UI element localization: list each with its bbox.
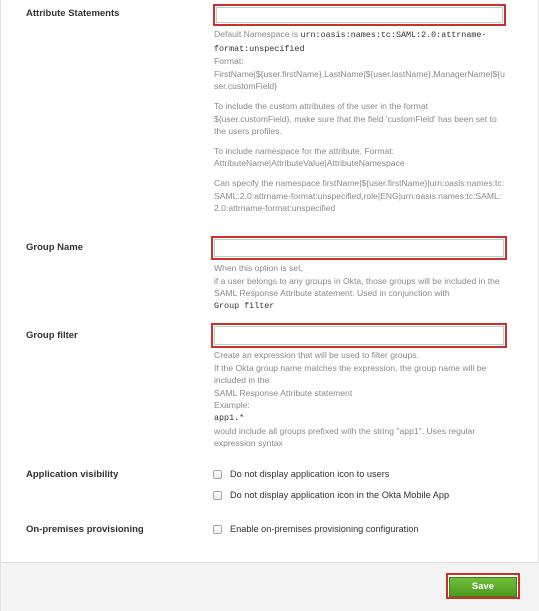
group-filter-field-highlight <box>211 323 507 348</box>
default-namespace-prefix: Default Namespace is <box>214 29 301 39</box>
group-filter-help-line4: would include all groups prefixed with the string "app1". Uses regular expression syntax <box>214 425 476 449</box>
save-button-highlight <box>446 573 520 599</box>
attribute-statements-label: Attribute Statements <box>26 8 120 19</box>
group-filter-help <box>214 349 506 454</box>
hide-icon-users-option[interactable] <box>213 469 389 479</box>
group-name-input[interactable] <box>214 239 504 257</box>
hide-icon-mobile-option[interactable] <box>213 490 449 500</box>
group-name-label: Group Name <box>26 242 84 253</box>
hide-icon-mobile-checkbox[interactable] <box>213 491 222 500</box>
save-button[interactable]: Save <box>449 577 517 597</box>
group-filter-label: Group filter <box>26 330 78 341</box>
on-premises-checkbox[interactable] <box>213 525 222 534</box>
group-filter-example-code: app1.* <box>214 412 245 423</box>
on-premises-option[interactable] <box>213 524 418 534</box>
specify-namespace-note: Can specify the namespace firstName|${user.firstName}|urn:oasis:names:tc:SAML:2.0:attrname-format:unspecified,role|ENG|urn:oasis:names:tc:SAML:2.0:attrname-format:unspecified <box>214 177 505 214</box>
hide-icon-mobile-label: Do not display application icon in the Okta Mobile App <box>230 490 450 500</box>
attribute-statements-input[interactable] <box>216 7 503 23</box>
on-premises-option-label: Enable on-premises provisioning configuration <box>230 524 419 534</box>
group-filter-code: Group filter <box>214 300 275 311</box>
group-name-help-line1: When this option is set, <box>214 263 303 273</box>
format-label: Format: <box>214 56 244 67</box>
namespace-note: To include namespace for the attribute, Format: AttributeName|AttributeValue|AttributeNamespace <box>214 145 405 169</box>
group-filter-input[interactable] <box>214 326 504 345</box>
format-value: FirstName|${user.firstName},LastName|${user.lastName},ManagerName|${user.customField} <box>214 68 505 92</box>
group-name-help-line2: if a user belongs to any groups in Okta, those groups will be included in the SAML Response Attribute statement. Used in conjunction with <box>214 275 500 299</box>
application-visibility-label: Application visibility <box>26 469 119 480</box>
on-premises-label: On-premises provisioning <box>26 524 144 535</box>
group-name-field-highlight <box>211 236 507 260</box>
group-filter-help-line1: Create an expression that will be used to filter groups. <box>214 350 419 360</box>
group-name-help <box>214 262 506 316</box>
group-filter-help-line2: If the Okta group name matches the expression, the group name will be included in the <box>214 362 487 386</box>
attribute-statements-field-highlight <box>213 4 506 26</box>
group-filter-example-label: Example: <box>214 400 250 411</box>
hide-icon-users-label: Do not display application icon to users <box>230 469 390 479</box>
custom-attribute-note: To include the custom attributes of the user in the format ${user.customField}, make sure that the field 'customField' has been set to the users profiles. <box>214 100 497 137</box>
group-filter-help-line3: SAML Response Attribute statement <box>214 387 353 398</box>
form-footer <box>1 562 539 611</box>
attribute-statements-help <box>214 28 506 219</box>
default-namespace-value: urn:oasis:names:tc:SAML:2.0:attrname-format:unspecified <box>214 30 487 54</box>
hide-icon-users-checkbox[interactable] <box>213 470 222 479</box>
